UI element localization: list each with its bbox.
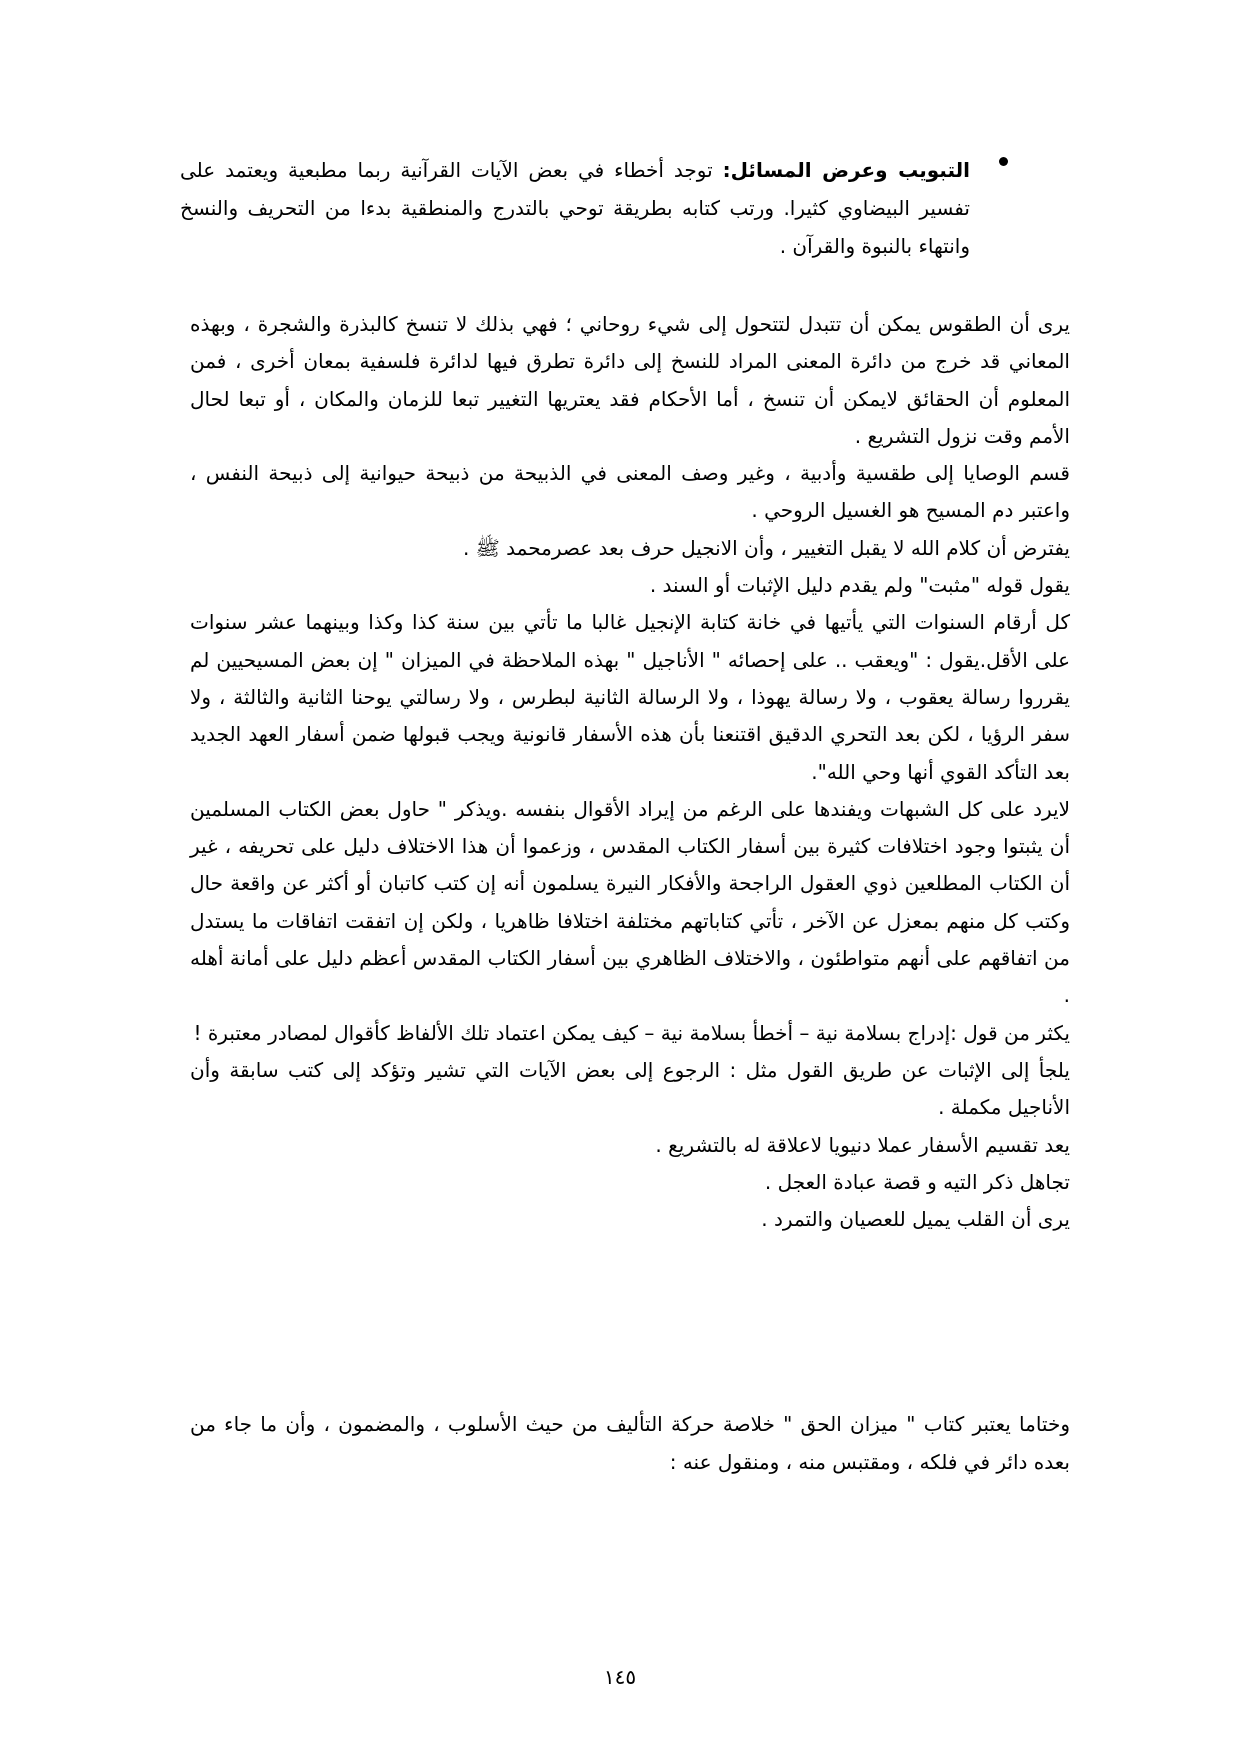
paragraph: يقول قوله "مثبت" ولم يقدم دليل الإثبات أو السند .: [649, 573, 1070, 598]
closing-paragraph: [190, 1405, 1070, 1481]
paragraph: كل أرقام السنوات التي يأتيها في خانة كتابة الإنجيل غالبا ما تأتي بين سنة كذا وكذا وبينهما عشر سنوات على الأقل.يقول : "ويعقب .. على إحصائه " الأناجيل " بهذه الملاحظة في الميزان " إن بعض المسيحيين لم يقرروا رسالة يعقوب ، ولا رسالة يهوذا ، ولا الرسالة الثانية لبطرس ، ولا رسالتي يوحنا الثانية والثالثة ، ولا سفر الرؤيا ، لكن بعد التحري الدقيق اقتنعنا بأن هذه الأسفار قانونية ويجب قبولها ضمن أسفار العهد الجديد بعد التأكد القوي أنها وحي الله".: [190, 610, 1070, 784]
paragraph: لايرد على كل الشبهات ويفندها على الرغم من إيراد الأقوال بنفسه .ويذكر " حاول بعض الكتاب المسلمين أن يثبتوا وجود اختلافات كثيرة بين أسفار الكتاب المقدس ، وزعموا أن هذا الاختلاف دليل على تحريفه ، غير أن الكتاب المطلعين ذوي العقول الراجحة والأفكار النيرة يسلمون أنه إن كتب كاتبان أو أكثر عن واقعة حال وكتب كل منهم بمعزل عن الآخر ، تأتي كتاباتهم مختلفة اختلافا ظاهريا ، ولكن إن اتفقت اتفاقات ما يستدل من اتفاقهم على أنهم متواطئون ، والاختلاف الظاهري بين أسفار الكتاب المقدس أعظم دليل على أمانة أهله .: [190, 796, 1070, 1008]
paragraph: يرى أن القلب يميل للعصيان والتمرد .: [761, 1207, 1070, 1232]
bullet-dot-icon: [999, 157, 1008, 166]
bullet-item: [180, 151, 970, 265]
paragraph: يعد تقسيم الأسفار عملا دنيويا لاعلاقة له بالتشريع .: [655, 1132, 1070, 1157]
paragraph: تجاهل ذكر التيه و قصة عبادة العجل .: [764, 1169, 1070, 1194]
paragraph: يلجأ إلى الإثبات عن طريق القول مثل : الرجوع إلى بعض الآيات التي تشير وتؤكد إلى كتب سابقة وأن الأناجيل مكملة .: [190, 1057, 1070, 1120]
body-text: [190, 306, 1070, 1238]
bullet-text: توجد أخطاء في بعض الآيات القرآنية ربما مطبعية ويعتمد على تفسير البيضاوي كثيرا. ورتب كتابه بطريقة توحي بالتدرج والمنطقية بدءا من التحريف والنسخ وانتهاء بالنبوة والقرآن .: [180, 158, 970, 258]
closing-text: وختاما يعتبر كتاب " ميزان الحق " خلاصة حركة التأليف من حيث الأسلوب ، والمضمون ، وأن ما جاء من بعده دائر في فلكه ، ومقتبس منه ، ومنقول عنه :: [190, 1412, 1070, 1474]
paragraph: يرى أن الطقوس يمكن أن تتبدل لتتحول إلى شيء روحاني ؛ فهي بذلك لا تنسخ كالبذرة والشجرة ، وبهذه المعاني قد خرج من دائرة المعنى المراد للنسخ إلى دائرة تطرق فيها لدائرة فلسفية بمعان أخرى ، فمن المعلوم أن الحقائق لايمكن أن تنسخ ، أما الأحكام فقد يعتريها التغيير تبعا للزمان والمكان ، أو تبعا لحال الأمم وقت نزول التشريع .: [190, 312, 1070, 448]
page-number: ١٤٥: [603, 1665, 637, 1689]
bullet-heading: التبويب وعرض المسائل:: [722, 158, 970, 182]
paragraph: يفترض أن كلام الله لا يقبل التغيير ، وأن الانجيل حرف بعد عصرمحمد ﷺ .: [462, 535, 1070, 560]
paragraph: يكثر من قول :إدراج بسلامة نية – أخطأ بسلامة نية – كيف يمكن اعتماد تلك الألفاظ كأقوال لمصادر معتبرة !: [193, 1020, 1070, 1045]
paragraph: قسم الوصايا إلى طقسية وأدبية ، وغير وصف المعنى في الذبيحة من ذبيحة حيوانية إلى ذبيحة النفس ، واعتبر دم المسيح هو الغسيل الروحي .: [190, 461, 1070, 523]
